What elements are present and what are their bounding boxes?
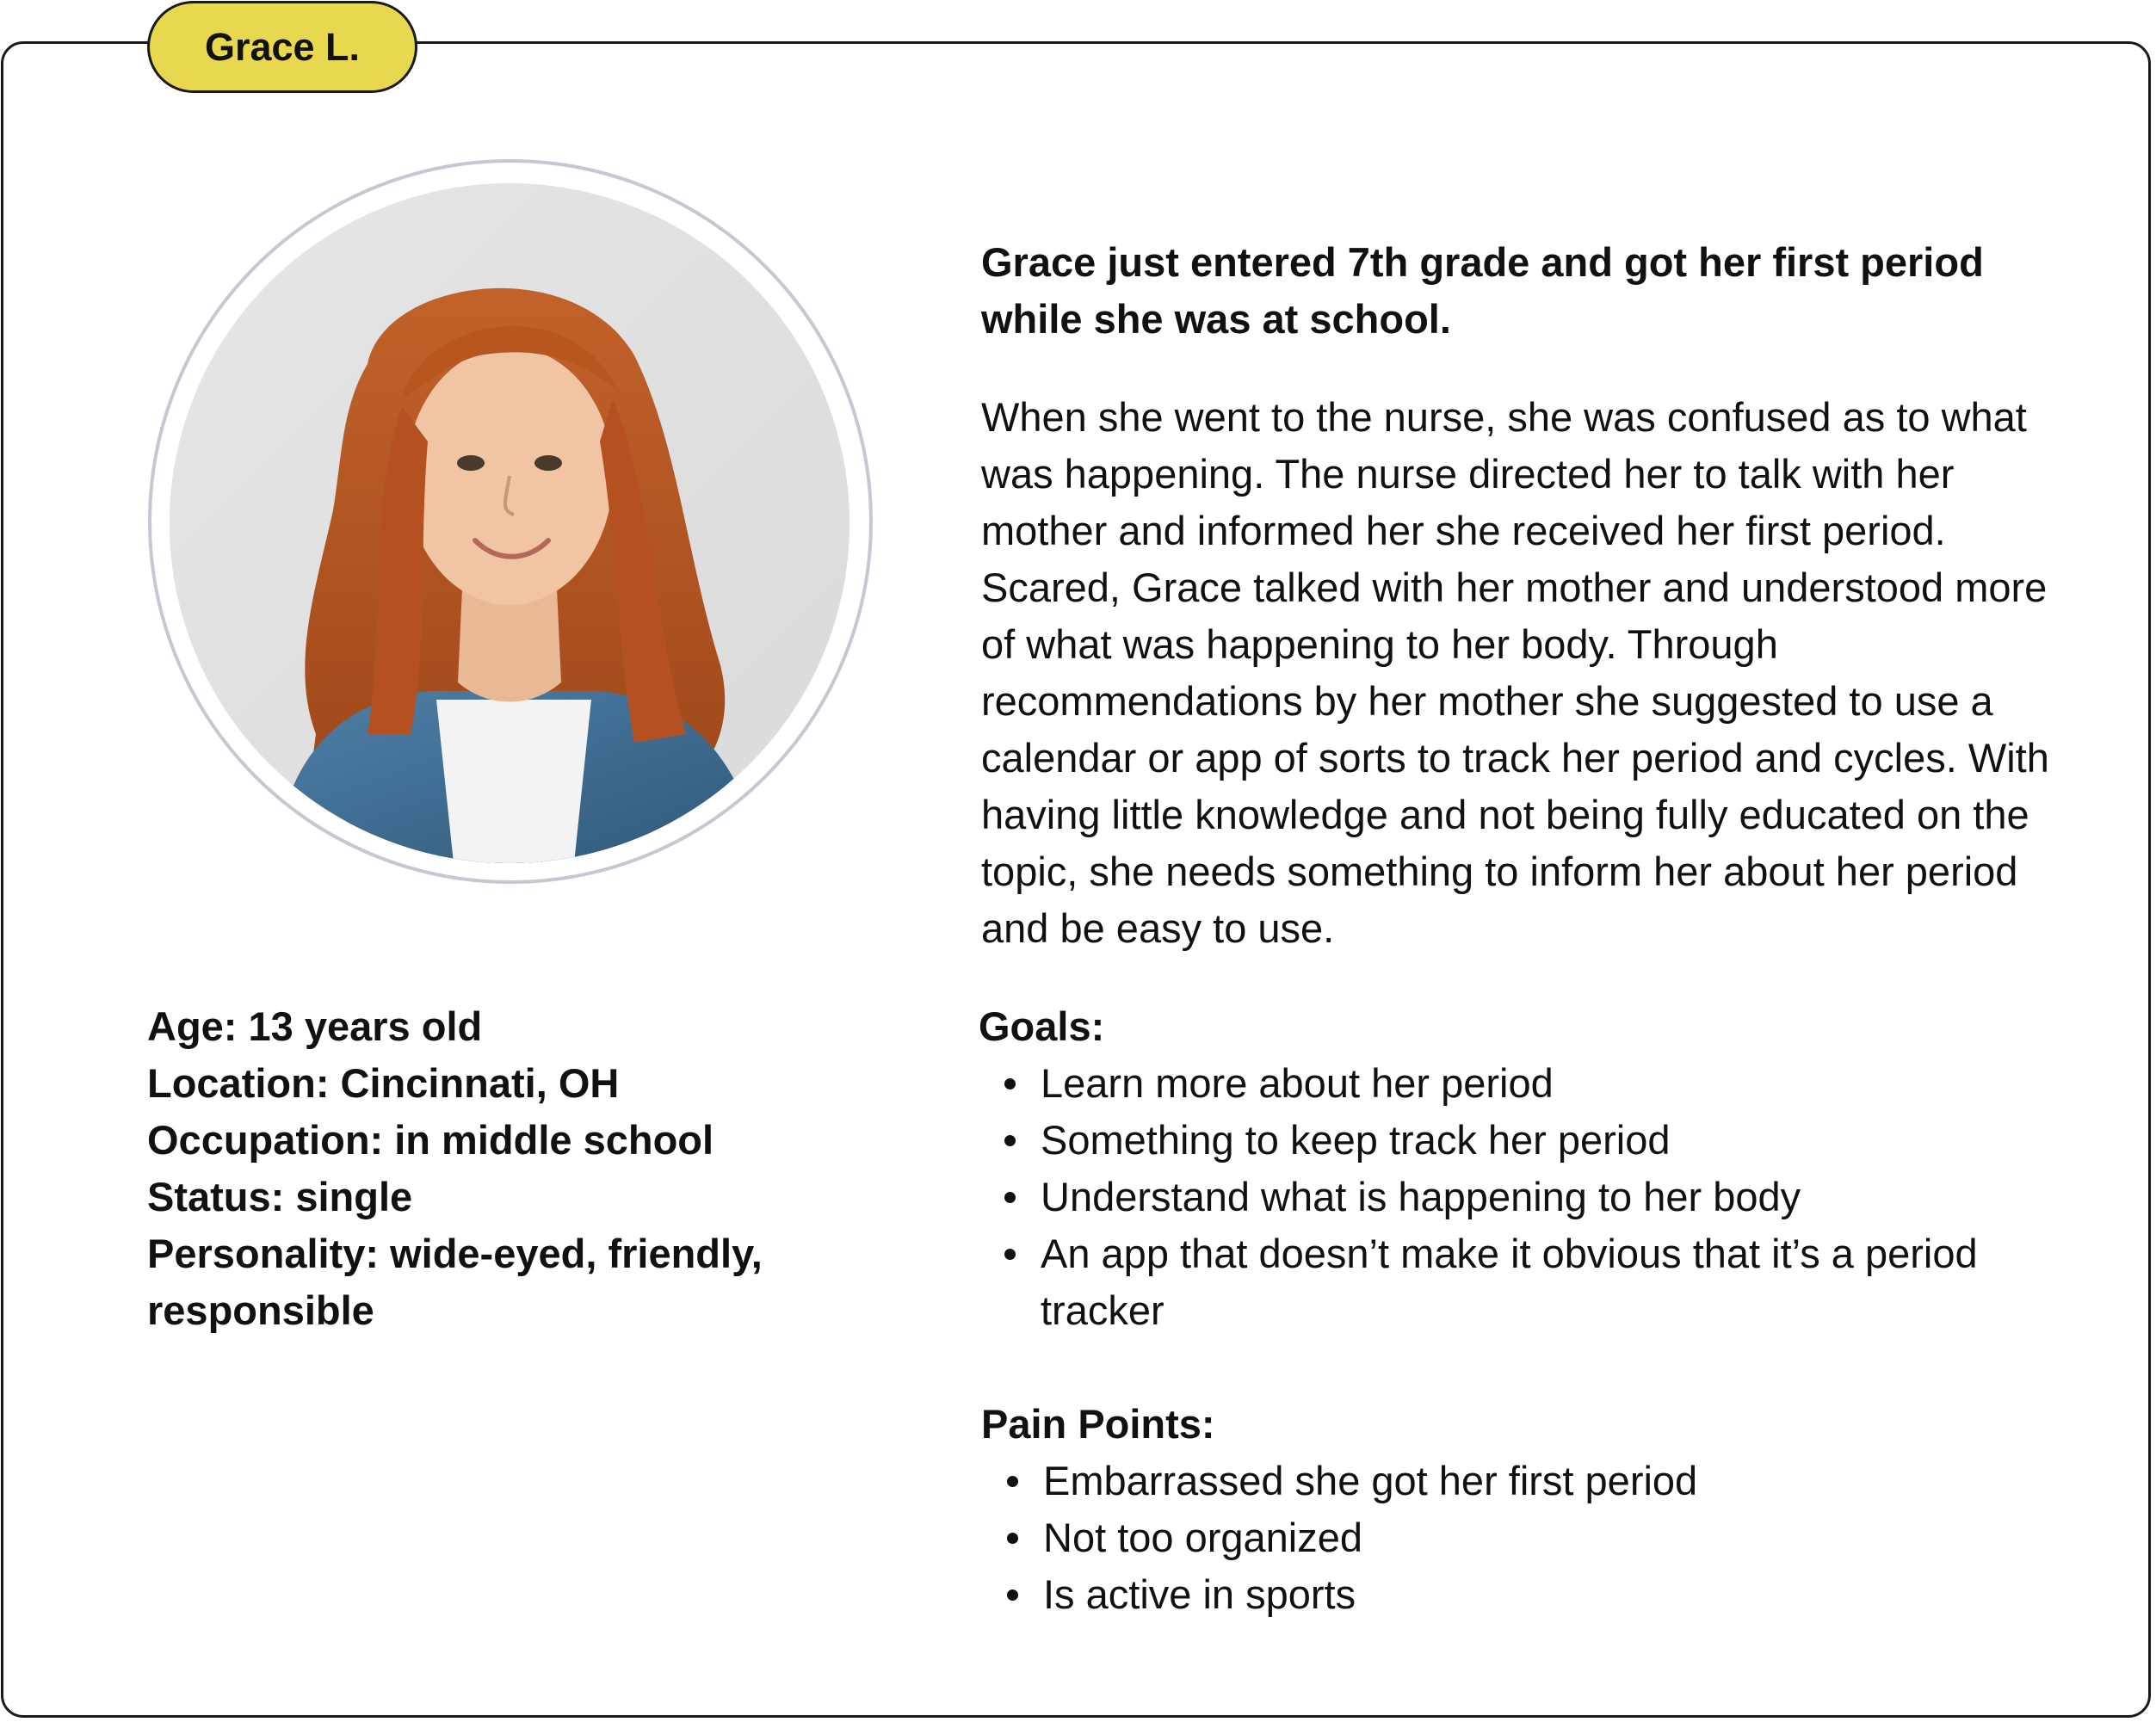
persona-facts xyxy=(147,998,887,1339)
portrait-photo xyxy=(170,183,849,863)
fact-location: Location: Cincinnati, OH xyxy=(147,1060,620,1106)
goals-section xyxy=(979,998,2046,1339)
persona-name: Grace L. xyxy=(204,24,361,69)
fact-age: Age: 13 years old xyxy=(147,1003,483,1049)
pain-point-item: Not too organized xyxy=(981,1509,2048,1566)
pain-point-item: Embarrassed she got her first period xyxy=(981,1453,2048,1509)
fact-status: Status: single xyxy=(147,1174,413,1219)
bio-body: When she went to the nurse, she was confused as to what was happening. The nurse directed her to talk with her mother and informed her she received her first period. Scared, Grace talked with her mother and understood more of what was happening to her body. Through recommendations by her mother she suggested to use a calendar or app of sorts to track her period and cycles. With having little knowledge and not being fully educated on the topic, she needs something to inform her about her period and be easy to use. xyxy=(981,394,2049,951)
pain-points-section xyxy=(981,1396,2048,1623)
goal-item: Learn more about her period xyxy=(979,1055,2046,1112)
bio-lead: Grace just entered 7th grade and got her first period while she was at school. xyxy=(981,239,1984,342)
goal-item: Something to keep track her period xyxy=(979,1112,2046,1169)
fact-personality: Personality: wide-eyed, friendly, responsible xyxy=(147,1231,763,1333)
pain-points-title: Pain Points: xyxy=(981,1401,1215,1447)
fact-occupation: Occupation: in middle school xyxy=(147,1117,714,1163)
pain-points-list xyxy=(981,1453,2048,1623)
goal-item: Understand what is happening to her body xyxy=(979,1169,2046,1225)
persona-name-tab xyxy=(147,1,417,93)
goal-item: An app that doesn’t make it obvious that it’s a period tracker xyxy=(979,1225,2046,1339)
goals-list xyxy=(979,1055,2046,1339)
goals-title: Goals: xyxy=(979,1003,1105,1049)
pain-point-item: Is active in sports xyxy=(981,1566,2048,1623)
